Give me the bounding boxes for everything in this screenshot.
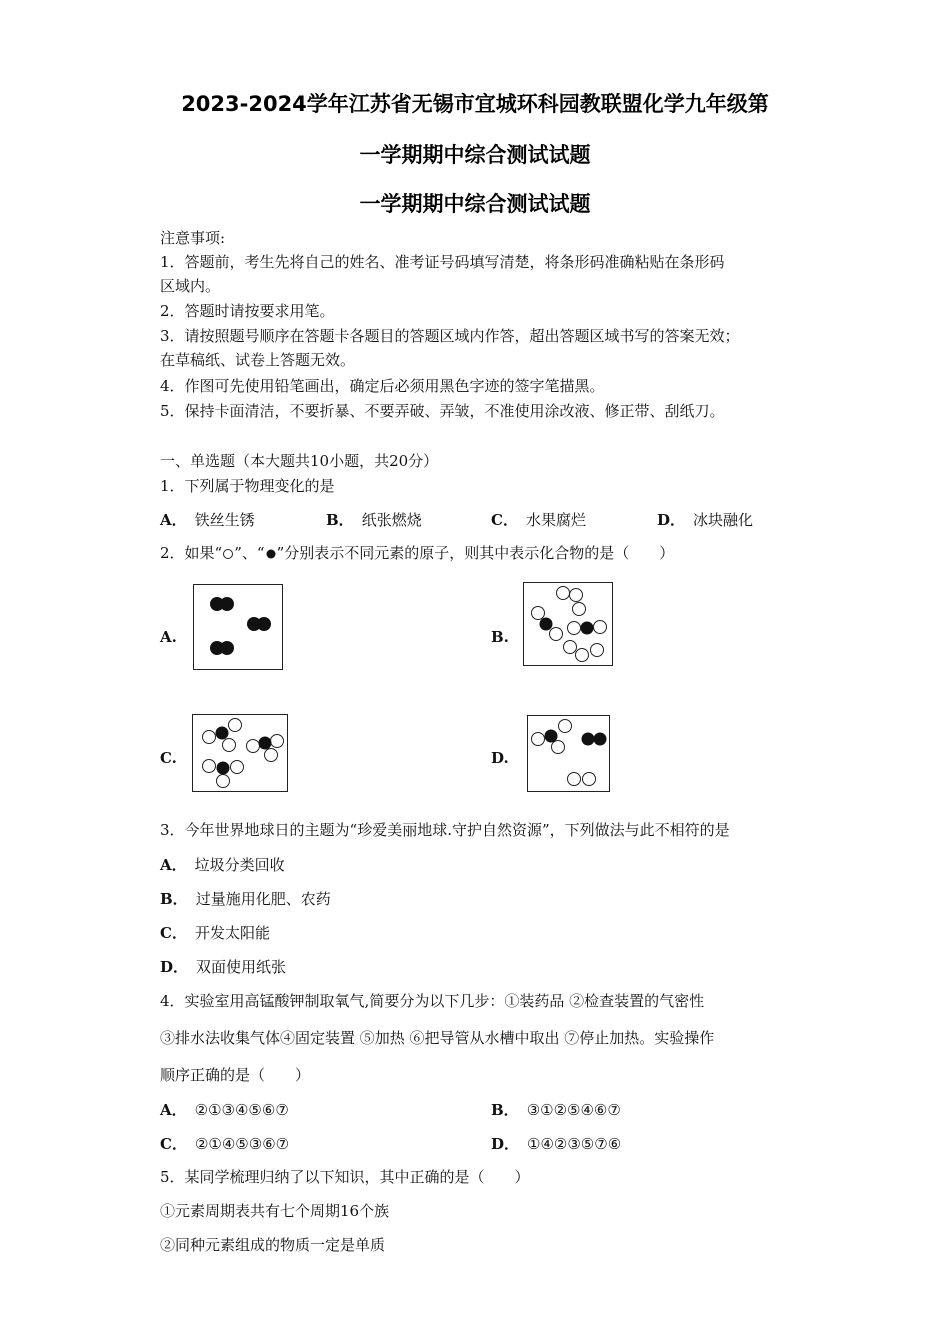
option-text: 开发太阳能 bbox=[194, 924, 270, 942]
q4-option-c bbox=[160, 1133, 289, 1154]
question-4-stem-line1: 4．实验室用高锰酸钾制取氧气,简要分为以下几步：①装药品 ②检查装置的气密性 bbox=[160, 992, 705, 1010]
section-heading: 一、单选题（本大题共10小题，共20分） bbox=[160, 452, 439, 470]
option-text: ②①③④⑤⑥⑦ bbox=[194, 1101, 289, 1119]
q2-stem-post: ”分别表示不同元素的原子，则其中表示化合物的是（ ） bbox=[276, 544, 675, 562]
white-atom bbox=[265, 749, 278, 762]
notice-heading: 注意事项: bbox=[160, 229, 226, 247]
white-atom bbox=[229, 719, 242, 732]
option-letter: D． bbox=[657, 511, 686, 529]
figure-d-label: D. bbox=[491, 749, 509, 767]
q3-option-a bbox=[160, 854, 285, 875]
white-atom bbox=[564, 641, 577, 654]
q5-item: ①元素周期表共有七个周期16个族 bbox=[160, 1202, 390, 1220]
option-letter: D． bbox=[160, 958, 189, 976]
molecule-diagram-d bbox=[528, 716, 609, 791]
notice-item: 2．答题时请按要求用笔。 bbox=[160, 302, 335, 320]
q3-option-b bbox=[160, 888, 331, 909]
option-text: 过量施用化肥、农药 bbox=[195, 890, 331, 908]
option-letter: B． bbox=[160, 890, 188, 908]
figure-a[interactable] bbox=[193, 584, 283, 670]
white-atom bbox=[217, 775, 230, 788]
black-atom bbox=[220, 597, 234, 611]
white-atom bbox=[559, 720, 572, 733]
black-atom bbox=[545, 730, 558, 743]
white-atom bbox=[576, 649, 589, 662]
black-atom bbox=[582, 733, 595, 746]
exam-title-line1: 2023-2024学年江苏省无锡市宜城环科园教联盟化学九年级第 bbox=[181, 92, 769, 116]
notice-item: 5．保持卡面清洁，不要折暴、不要弄破、弄皱，不准使用涂改液、修正带、刮纸刀。 bbox=[160, 402, 725, 420]
figure-b[interactable] bbox=[523, 582, 613, 666]
q4-option-d bbox=[491, 1133, 621, 1154]
option-letter: B． bbox=[326, 511, 354, 529]
option-letter: C． bbox=[160, 1135, 187, 1153]
q3-option-d bbox=[160, 956, 286, 977]
option-text: ②①④⑤③⑥⑦ bbox=[194, 1135, 290, 1153]
white-atom bbox=[532, 733, 545, 746]
option-letter: C． bbox=[160, 924, 187, 942]
notice-item: 1．答题前，考生先将自己的姓名、准考证号码填写清楚，将条形码准确粘贴在条形码 bbox=[160, 253, 725, 271]
black-atom bbox=[540, 618, 553, 631]
question-4-stem-line3: 顺序正确的是（ ） bbox=[160, 1066, 311, 1084]
molecule-diagram-b bbox=[524, 583, 612, 665]
option-letter: A． bbox=[160, 511, 187, 529]
q1-option-c bbox=[491, 509, 586, 530]
molecule-diagram-a bbox=[194, 585, 282, 669]
figure-a-label: A. bbox=[160, 628, 177, 646]
question-1-stem: 1．下列属于物理变化的是 bbox=[160, 477, 335, 495]
white-atom bbox=[583, 773, 596, 786]
white-atom bbox=[247, 740, 260, 753]
exam-title-line3: 一学期期中综合测试试题 bbox=[359, 192, 591, 216]
white-atom bbox=[594, 621, 607, 634]
option-text: 水果腐烂 bbox=[525, 511, 586, 529]
notice-item: 在草稿纸、试卷上答题无效。 bbox=[160, 351, 356, 369]
q4-option-a bbox=[160, 1099, 289, 1120]
q1-option-a bbox=[160, 509, 255, 530]
white-atom bbox=[203, 760, 216, 773]
black-atom bbox=[216, 727, 229, 740]
exam-title-line2: 一学期期中综合测试试题 bbox=[359, 143, 591, 167]
option-text: 双面使用纸张 bbox=[196, 958, 287, 976]
question-5-stem: 5．某同学梳理归纳了以下知识，其中正确的是（ ） bbox=[160, 1168, 530, 1186]
white-atom bbox=[570, 589, 583, 602]
figure-c[interactable] bbox=[192, 714, 288, 792]
black-atom bbox=[220, 641, 234, 655]
notice-item: 4．作图可先使用铅笔画出，确定后必须用黑色字迹的签字笔描黑。 bbox=[160, 377, 605, 395]
white-atom bbox=[223, 739, 236, 752]
question-2-stem bbox=[160, 543, 674, 563]
option-letter: D． bbox=[491, 1135, 520, 1153]
option-text: 冰块融化 bbox=[693, 511, 754, 529]
white-atom bbox=[532, 607, 545, 620]
black-atom bbox=[581, 622, 594, 635]
q4-option-b bbox=[491, 1099, 621, 1120]
option-text: ③①②⑤④⑥⑦ bbox=[526, 1101, 621, 1119]
question-4-stem-line2: ③排水法收集气体④固定装置 ⑤加热 ⑥把导管从水槽中取出 ⑦停止加热。实验操作 bbox=[160, 1029, 715, 1047]
option-text: 铁丝生锈 bbox=[194, 511, 255, 529]
option-text: 纸张燃烧 bbox=[361, 511, 422, 529]
q5-item: ②同种元素组成的物质一定是单质 bbox=[160, 1236, 386, 1254]
white-atom bbox=[550, 628, 563, 641]
q3-option-c bbox=[160, 922, 270, 943]
white-atom bbox=[568, 773, 581, 786]
black-atom bbox=[257, 617, 271, 631]
white-atom-icon bbox=[222, 548, 234, 560]
white-atom bbox=[231, 761, 244, 774]
figure-d[interactable] bbox=[527, 715, 610, 792]
q2-stem-mid: ”、“ bbox=[234, 544, 265, 562]
white-atom bbox=[271, 735, 284, 748]
molecule-diagram-c bbox=[193, 715, 287, 791]
option-letter: B． bbox=[491, 1101, 519, 1119]
black-atom bbox=[217, 762, 230, 775]
option-text: 垃圾分类回收 bbox=[194, 856, 285, 874]
figure-c-label: C. bbox=[160, 749, 177, 767]
black-atom bbox=[594, 733, 607, 746]
q2-stem-pre: 2．如果“ bbox=[160, 544, 223, 562]
white-atom bbox=[557, 587, 570, 600]
option-letter: C． bbox=[491, 511, 518, 529]
white-atom bbox=[552, 741, 565, 754]
question-3-stem: 3．今年世界地球日的主题为“珍爱美丽地球.守护自然资源”，下列做法与此不相符的是 bbox=[160, 821, 730, 839]
notice-item: 区域内。 bbox=[160, 277, 221, 295]
notice-item: 3．请按照题号顺序在答题卡各题目的答题区域内作答，超出答题区域书写的答案无效； bbox=[160, 327, 740, 345]
q1-option-d bbox=[657, 509, 753, 530]
figure-b-label: B. bbox=[491, 628, 509, 646]
black-atom-icon bbox=[265, 548, 277, 560]
option-text: ①④②③⑤⑦⑥ bbox=[527, 1135, 622, 1153]
black-atom bbox=[259, 737, 272, 750]
white-atom bbox=[573, 603, 586, 616]
white-atom bbox=[568, 622, 581, 635]
q1-option-b bbox=[326, 509, 422, 530]
white-atom bbox=[203, 731, 216, 744]
option-letter: A． bbox=[160, 1101, 187, 1119]
option-letter: A． bbox=[160, 856, 187, 874]
white-atom bbox=[591, 644, 604, 657]
